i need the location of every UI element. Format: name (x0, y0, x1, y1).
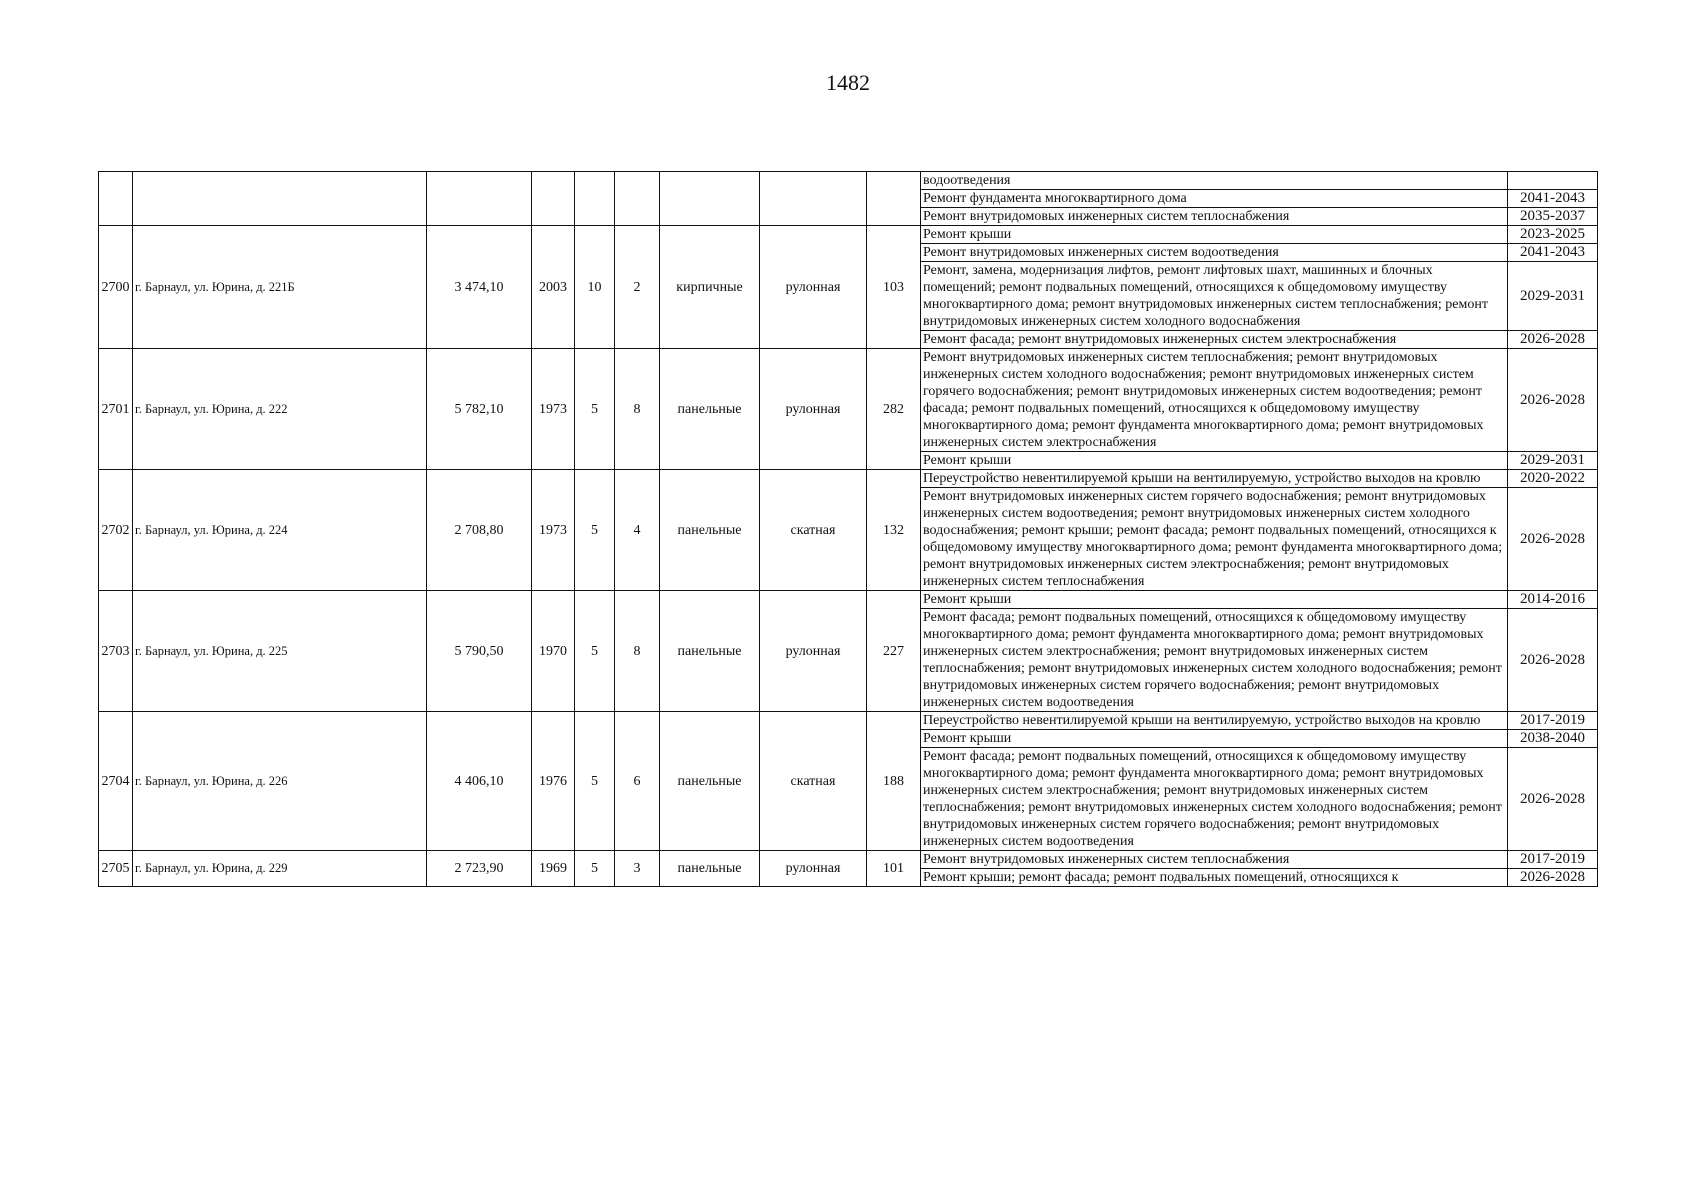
record-wall-material: панельные (660, 591, 760, 712)
work-description: Ремонт внутридомовых инженерных систем теплоснабжения (921, 851, 1508, 869)
record-address: г. Барнаул, ул. Юрина, д. 222 (133, 349, 427, 470)
empty-cell-num (99, 172, 133, 226)
record-address: г. Барнаул, ул. Юрина, д. 229 (133, 851, 427, 887)
record-address: г. Барнаул, ул. Юрина, д. 224 (133, 470, 427, 591)
work-period: 2017-2019 (1508, 712, 1598, 730)
work-period: 2017-2019 (1508, 851, 1598, 869)
record-number: 2703 (99, 591, 133, 712)
record-floors: 5 (575, 591, 615, 712)
work-period: 2026-2028 (1508, 869, 1598, 887)
record-roof-type: рулонная (760, 591, 867, 712)
table-row (99, 349, 1598, 452)
record-residents: 132 (867, 470, 921, 591)
record-wall-material: панельные (660, 712, 760, 851)
record-wall-material: кирпичные (660, 226, 760, 349)
work-period: 2020-2022 (1508, 470, 1598, 488)
record-address: г. Барнаул, ул. Юрина, д. 221Б (133, 226, 427, 349)
work-description: Ремонт внутридомовых инженерных систем горячего водоснабжения; ремонт внутридомовых инженерных систем водоотведения; ремонт внутридомовых инженерных систем холодного водоснабжения; ремонт крыши; ремонт фасада; ремонт подвальных помещений, относящихся к общедомовому имуществу многоквартирного дома; ремонт фундамента многоквартирного дома; ремонт внутридомовых инженерных систем электроснабжения; ремонт внутридомовых инженерных систем теплоснабжения (921, 488, 1508, 591)
record-entrances: 4 (615, 470, 660, 591)
record-entrances: 8 (615, 591, 660, 712)
record-wall-material: панельные (660, 470, 760, 591)
record-floors: 10 (575, 226, 615, 349)
record-area: 2 723,90 (427, 851, 532, 887)
record-floors: 5 (575, 851, 615, 887)
record-residents: 103 (867, 226, 921, 349)
work-description: Переустройство невентилируемой крыши на вентилируемую, устройство выходов на кровлю (921, 712, 1508, 730)
work-description: Ремонт крыши (921, 226, 1508, 244)
record-number: 2705 (99, 851, 133, 887)
work-period: 2026-2028 (1508, 748, 1598, 851)
work-period: 2038-2040 (1508, 730, 1598, 748)
record-entrances: 6 (615, 712, 660, 851)
work-period: 2023-2025 (1508, 226, 1598, 244)
record-address: г. Барнаул, ул. Юрина, д. 226 (133, 712, 427, 851)
record-area: 5 790,50 (427, 591, 532, 712)
work-description: Ремонт крыши (921, 452, 1508, 470)
record-wall-material: панельные (660, 851, 760, 887)
record-residents: 188 (867, 712, 921, 851)
work-period: 2026-2028 (1508, 488, 1598, 591)
work-period (1508, 172, 1598, 190)
table-row (99, 712, 1598, 730)
empty-cell-entrances (615, 172, 660, 226)
record-roof-type: рулонная (760, 226, 867, 349)
record-area: 4 406,10 (427, 712, 532, 851)
record-year: 1969 (532, 851, 575, 887)
record-entrances: 8 (615, 349, 660, 470)
work-description: Ремонт крыши (921, 730, 1508, 748)
record-number: 2704 (99, 712, 133, 851)
record-address: г. Барнаул, ул. Юрина, д. 225 (133, 591, 427, 712)
empty-cell-address (133, 172, 427, 226)
empty-cell-roof (760, 172, 867, 226)
record-entrances: 3 (615, 851, 660, 887)
empty-cell-area (427, 172, 532, 226)
work-description: Ремонт крыши (921, 591, 1508, 609)
record-area: 3 474,10 (427, 226, 532, 349)
table-row (99, 851, 1598, 869)
work-description: Ремонт фундамента многоквартирного дома (921, 190, 1508, 208)
work-description: Ремонт фасада; ремонт подвальных помещений, относящихся к общедомовому имуществу многоквартирного дома; ремонт фундамента многоквартирного дома; ремонт внутридомовых инженерных систем электроснабжения; ремонт внутридомовых инженерных систем теплоснабжения; ремонт внутридомовых инженерных систем холодного водоснабжения; ремонт внутридомовых инженерных систем горячего водоснабжения; ремонт внутридомовых инженерных систем водоотведения (921, 609, 1508, 712)
work-description: Переустройство невентилируемой крыши на вентилируемую, устройство выходов на кровлю (921, 470, 1508, 488)
work-description: водоотведения (921, 172, 1508, 190)
record-year: 1976 (532, 712, 575, 851)
work-description: Ремонт внутридомовых инженерных систем водоотведения (921, 244, 1508, 262)
empty-cell-residents (867, 172, 921, 226)
work-period: 2026-2028 (1508, 331, 1598, 349)
work-description: Ремонт фасада; ремонт подвальных помещений, относящихся к общедомовому имуществу многоквартирного дома; ремонт фундамента многоквартирного дома; ремонт внутридомовых инженерных систем электроснабжения; ремонт внутридомовых инженерных систем теплоснабжения; ремонт внутридомовых инженерных систем холодного водоснабжения; ремонт внутридомовых инженерных систем горячего водоснабжения; ремонт внутридомовых инженерных систем водоотведения (921, 748, 1508, 851)
work-period: 2026-2028 (1508, 349, 1598, 452)
record-year: 1973 (532, 470, 575, 591)
record-residents: 227 (867, 591, 921, 712)
record-residents: 101 (867, 851, 921, 887)
record-entrances: 2 (615, 226, 660, 349)
record-floors: 5 (575, 470, 615, 591)
capital-repair-table (98, 171, 1598, 887)
record-number: 2701 (99, 349, 133, 470)
work-period: 2041-2043 (1508, 244, 1598, 262)
record-residents: 282 (867, 349, 921, 470)
record-area: 5 782,10 (427, 349, 532, 470)
record-number: 2702 (99, 470, 133, 591)
record-year: 1970 (532, 591, 575, 712)
empty-cell-year (532, 172, 575, 226)
work-description: Ремонт крыши; ремонт фасада; ремонт подвальных помещений, относящихся к (921, 869, 1508, 887)
record-floors: 5 (575, 712, 615, 851)
record-roof-type: рулонная (760, 851, 867, 887)
record-floors: 5 (575, 349, 615, 470)
work-description: Ремонт фасада; ремонт внутридомовых инженерных систем электроснабжения (921, 331, 1508, 349)
work-description: Ремонт, замена, модернизация лифтов, ремонт лифтовых шахт, машинных и блочных помещений; ремонт подвальных помещений, относящихся к общедомовому имуществу многоквартирного дома; ремонт внутридомовых инженерных систем теплоснабжения; ремонт внутридомовых инженерных систем холодного водоснабжения (921, 262, 1508, 331)
empty-cell-floors (575, 172, 615, 226)
table-row (99, 470, 1598, 488)
work-description: Ремонт внутридомовых инженерных систем теплоснабжения; ремонт внутридомовых инженерных систем холодного водоснабжения; ремонт внутридомовых инженерных систем горячего водоснабжения; ремонт внутридомовых инженерных систем водоотведения; ремонт фасада; ремонт подвальных помещений, относящихся к общедомовому имуществу многоквартирного дома; ремонт фундамента многоквартирного дома; ремонт внутридомовых инженерных систем электроснабжения (921, 349, 1508, 452)
work-period: 2029-2031 (1508, 452, 1598, 470)
work-period: 2014-2016 (1508, 591, 1598, 609)
work-period: 2041-2043 (1508, 190, 1598, 208)
work-period: 2035-2037 (1508, 208, 1598, 226)
record-roof-type: скатная (760, 712, 867, 851)
table-row (99, 172, 1598, 190)
work-period: 2026-2028 (1508, 609, 1598, 712)
table-row (99, 591, 1598, 609)
record-area: 2 708,80 (427, 470, 532, 591)
record-number: 2700 (99, 226, 133, 349)
record-year: 2003 (532, 226, 575, 349)
record-wall-material: панельные (660, 349, 760, 470)
table-body (99, 172, 1598, 887)
page-number: 1482 (826, 70, 870, 95)
table-row (99, 226, 1598, 244)
empty-cell-wall (660, 172, 760, 226)
work-description: Ремонт внутридомовых инженерных систем теплоснабжения (921, 208, 1508, 226)
record-roof-type: рулонная (760, 349, 867, 470)
record-roof-type: скатная (760, 470, 867, 591)
record-year: 1973 (532, 349, 575, 470)
work-period: 2029-2031 (1508, 262, 1598, 331)
